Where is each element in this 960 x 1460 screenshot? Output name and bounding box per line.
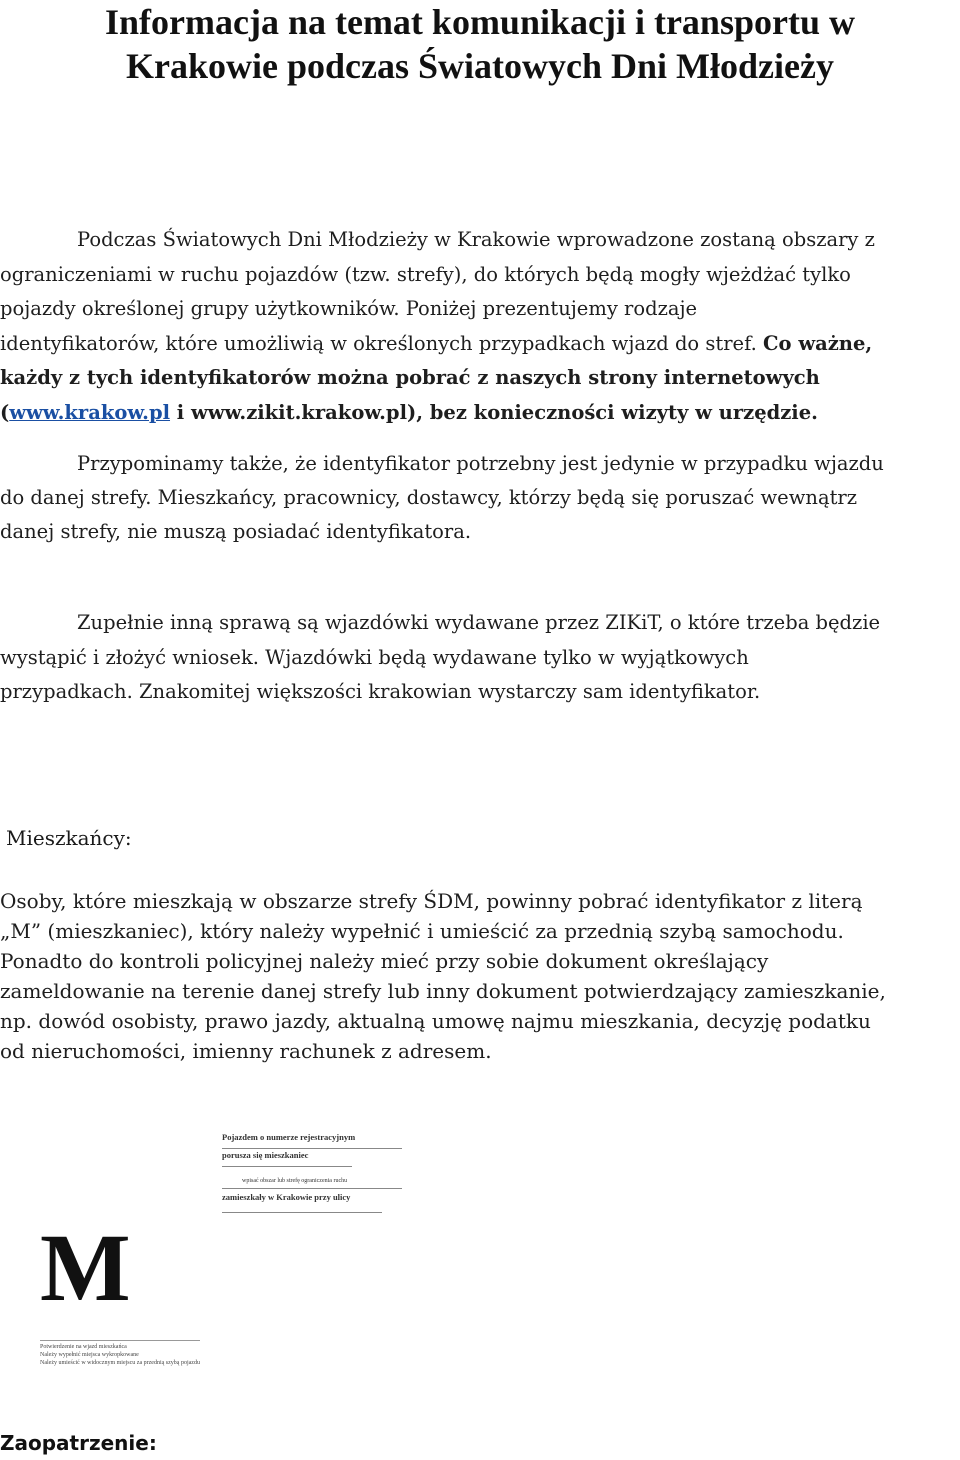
card-line-zone: wpisać obszar lub strefę ograniczenia ruchu bbox=[242, 1178, 348, 1184]
permits-line: Zupełnie inną sprawą są wjazdówki wydawane przez ZIKiT, o które trzeba będzie bbox=[77, 611, 881, 634]
title-line-1: Informacja na temat komunikacji i transportu w bbox=[105, 2, 855, 42]
important-note-line: każdy z tych identyfikatorów można pobrać z naszych strony internetowych bbox=[0, 366, 820, 390]
reminder-paragraph bbox=[0, 452, 960, 555]
important-note-rest: i www.zikit.krakow.pl), bez konieczności wizyty w urzędzie. bbox=[170, 400, 818, 424]
intro-paragraph bbox=[0, 228, 960, 436]
resident-identifier-image bbox=[40, 1122, 410, 1367]
residents-line: „M” (mieszkaniec), który należy wypełnić i umieścić za przednią szybą samochodu. bbox=[0, 919, 844, 943]
resident-letter-m: M bbox=[40, 1214, 131, 1321]
permits-line: przypadkach. Znakomitej większości krakowian wystarczy sam identyfikator. bbox=[0, 680, 761, 704]
footer-line: Potwierdzenie na wjazd mieszkańca bbox=[40, 1344, 127, 1350]
reminder-line: Przypominamy także, że identyfikator potrzebny jest jedynie w przypadku wjazdu bbox=[77, 452, 884, 475]
permits-line: wystąpić i złożyć wniosek. Wjazdówki będą wydawane tylko w wyjątkowych bbox=[0, 645, 749, 669]
identifier-footer bbox=[40, 1340, 200, 1367]
residents-line: Ponadto do kontroli policyjnej należy mieć przy sobie dokument określający bbox=[0, 949, 769, 973]
title-line-2: Krakowie podczas Światowych Dni Młodzieży bbox=[126, 46, 834, 86]
footer-line: Należy umieścić w widocznym miejscu za przednią szybą pojazdu bbox=[40, 1360, 200, 1366]
residents-line: np. dowód osobisty, prawo jazdy, aktualną umowę najmu mieszkania, decyzję podatku bbox=[0, 1009, 871, 1033]
card-line-registration: Pojazdem o numerze rejestracyjnym bbox=[222, 1132, 356, 1142]
footer-line: Należy wypełnić miejsca wykropkowane bbox=[40, 1352, 139, 1358]
paren-open: ( bbox=[0, 400, 10, 424]
residents-line: zameldowanie na terenie danej strefy lub inny dokument potwierdzający zamieszkanie, bbox=[0, 979, 886, 1003]
section-heading-residents: Mieszkańcy: bbox=[6, 826, 132, 850]
card-line-address: zamieszkały w Krakowie przy ulicy bbox=[222, 1192, 351, 1202]
card-line-resident: porusza się mieszkaniec bbox=[222, 1150, 309, 1160]
residents-line: od nieruchomości, imienny rachunek z adresem. bbox=[0, 1039, 492, 1063]
residents-paragraph bbox=[0, 889, 960, 1069]
residents-line: Osoby, które mieszkają w obszarze strefy ŚDM, powinny pobrać identyfikator z literą bbox=[0, 889, 863, 913]
reminder-line: danej strefy, nie muszą posiadać identyfikatora. bbox=[0, 520, 472, 544]
section-heading-supply: Zaopatrzenie: bbox=[0, 1431, 157, 1455]
card-divider bbox=[222, 1166, 352, 1167]
krakow-link[interactable]: www.krakow.pl bbox=[9, 400, 171, 424]
card-divider bbox=[222, 1188, 402, 1189]
document-title bbox=[0, 0, 960, 88]
permits-paragraph bbox=[0, 611, 960, 715]
intro-line bbox=[0, 332, 960, 367]
intro-line: Podczas Światowych Dni Młodzieży w Krakowie wprowadzone zostaną obszary z bbox=[77, 228, 875, 251]
card-divider bbox=[222, 1148, 402, 1149]
important-note-line bbox=[0, 401, 960, 436]
card-divider bbox=[222, 1212, 382, 1213]
intro-text: identyfikatorów, które umożliwią w określonych przypadkach wjazd do stref. bbox=[0, 331, 763, 355]
intro-line: pojazdy określonej grupy użytkowników. Poniżej prezentujemy rodzaje bbox=[0, 297, 698, 321]
reminder-line: do danej strefy. Mieszkańcy, pracownicy, dostawcy, którzy będą się poruszać wewnątrz bbox=[0, 486, 858, 510]
important-note: Co ważne, bbox=[763, 331, 873, 355]
intro-line: ograniczeniami w ruchu pojazdów (tzw. strefy), do których będą mogły wjeżdżać tylko bbox=[0, 262, 851, 286]
